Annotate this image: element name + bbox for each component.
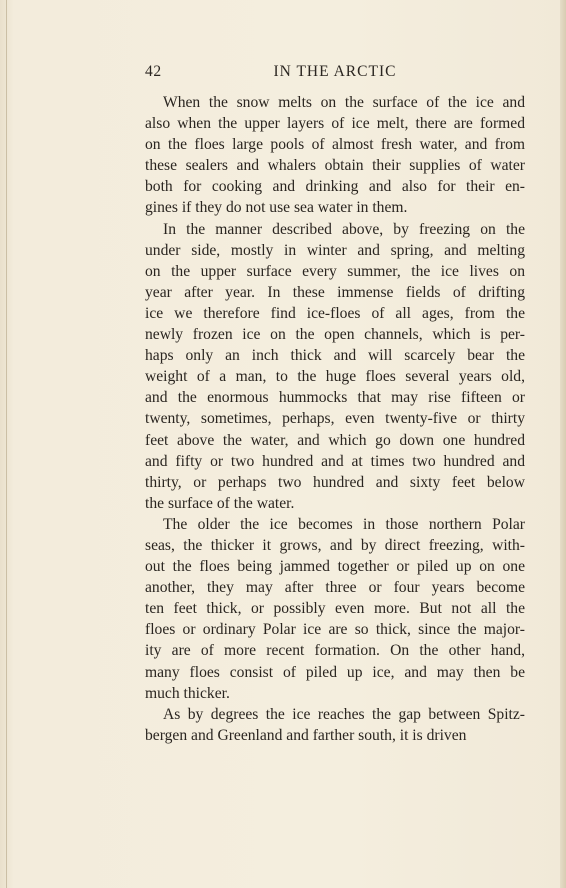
- text-line: ten feet thick, or possibly even more. But not all the: [145, 600, 525, 618]
- page-header: [145, 63, 525, 85]
- text-line: ice we therefore find ice-floes of all ages, from the: [145, 304, 525, 322]
- text-line: twenty, sometimes, perhaps, even twenty-five or thirty: [145, 410, 525, 428]
- text-line: year after year. In these immense fields of drifting: [145, 283, 525, 301]
- text-line: and the enormous hummocks that may rise fifteen or: [145, 389, 525, 407]
- text-line: and fifty or two hundred and at times two hundred and: [145, 452, 525, 470]
- running-head: IN THE ARCTIC: [273, 63, 397, 80]
- text-line: In the manner described above, by freezing on the: [163, 220, 525, 238]
- text-line: both for cooking and drinking and also for their en-: [145, 178, 525, 196]
- text-line: these sealers and whalers obtain their supplies of water: [145, 157, 525, 175]
- text-line: also when the upper layers of ice melt, there are formed: [145, 115, 525, 133]
- text-line: The older the ice becomes in those northern Polar: [163, 515, 525, 533]
- text-line: gines if they do not use sea water in them.: [145, 199, 408, 217]
- text-line: seas, the thicker it grows, and by direct freezing, with-: [145, 536, 525, 554]
- text-line: floes or ordinary Polar ice are so thick, since the major-: [145, 621, 525, 639]
- body-text: [145, 92, 525, 746]
- text-line: much thicker.: [145, 684, 230, 702]
- text-line: out the floes being jammed together or piled up on one: [145, 558, 525, 576]
- text-line: haps only an inch thick and will scarcely bear the: [145, 347, 525, 365]
- text-line: weight of a man, to the huge floes several years old,: [145, 368, 525, 386]
- page-edge: [560, 0, 566, 888]
- text-line: many floes consist of piled up ice, and may then be: [145, 663, 525, 681]
- text-line: feet above the water, and which go down one hundred: [145, 431, 525, 449]
- text-line: another, they may after three or four years become: [145, 579, 525, 597]
- text-line: on the floes large pools of almost fresh water, and from: [145, 136, 525, 154]
- text-line: newly frozen ice on the open channels, which is per-: [145, 326, 525, 344]
- text-line: As by degrees the ice reaches the gap between Spitz-: [163, 705, 525, 723]
- page-number: 42: [145, 63, 162, 80]
- page-gutter: [6, 0, 7, 888]
- text-line: bergen and Greenland and farther south, it is driven: [145, 726, 467, 744]
- text-line: under side, mostly in winter and spring, and melting: [145, 241, 525, 259]
- text-line: the surface of the water.: [145, 494, 295, 512]
- text-line: thirty, or perhaps two hundred and sixty feet below: [145, 473, 525, 491]
- text-line: When the snow melts on the surface of the ice and: [163, 94, 525, 111]
- text-line: ity are of more recent formation. On the other hand,: [145, 642, 525, 660]
- text-line: on the upper surface every summer, the ice lives on: [145, 262, 525, 280]
